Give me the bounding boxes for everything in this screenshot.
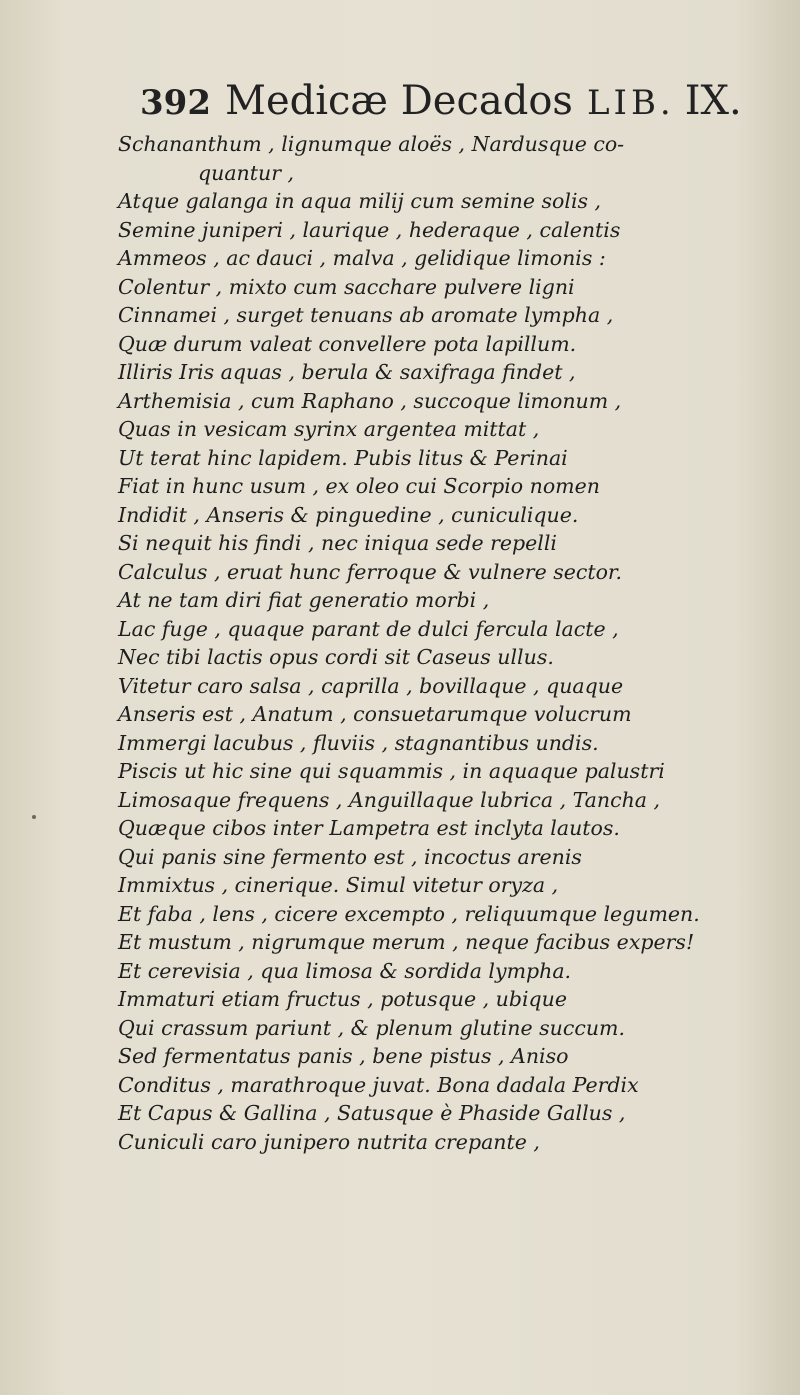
verse-line: Indidit , Anseris & pinguedine , cuniculique. bbox=[118, 502, 579, 527]
verse-line: Cinnamei , surget tenuans ab aromate lympha , bbox=[118, 303, 614, 327]
verse-line: At ne tam diri fiat generatio morbi , bbox=[118, 588, 490, 612]
verse-line: Nec tibi lactis opus cordi sit Caseus ullus. bbox=[118, 645, 554, 669]
verse-text bbox=[118, 130, 798, 1156]
verse-line: Ammeos , ac dauci , malva , gelidique limonis : bbox=[118, 246, 606, 270]
verse-line: Et faba , lens , cicere excempto , reliquumque legumen. bbox=[118, 901, 700, 926]
page-number: 392 bbox=[140, 83, 211, 123]
verse-line: Et cerevisia , qua limosa & sordida lympha. bbox=[118, 958, 572, 983]
verse-line: Schananthum , lignumque aloës , Nardusque co- bbox=[118, 132, 625, 156]
verse-line: Quæque cibos inter Lampetra est inclyta lautos. bbox=[118, 816, 620, 840]
verse-line: Semine juniperi , laurique , hederaque , calentis bbox=[118, 217, 621, 242]
verse-line: quantur , bbox=[198, 160, 295, 185]
verse-line: Vitetur caro salsa , caprilla , bovillaque , quaque bbox=[118, 673, 624, 698]
verse-line: Fiat in hunc usum , ex oleo cui Scorpio nomen bbox=[118, 474, 600, 498]
verse-line: Quæ durum valeat convellere pota lapillum. bbox=[118, 331, 577, 356]
verse-line: Illiris Iris aquas , berula & saxifraga findet , bbox=[118, 360, 576, 384]
verse-line: Si nequit his findi , nec iniqua sede repelli bbox=[118, 531, 557, 555]
verse-line: Colentur , mixto cum sacchare pulvere ligni bbox=[118, 274, 575, 299]
verse-line: Arthemisia , cum Raphano , succoque limonum , bbox=[118, 388, 622, 413]
verse-line: Quas in vesicam syrinx argentea mittat , bbox=[118, 417, 540, 441]
verse-line: Ut terat hinc lapidem. Pubis litus & Perinai bbox=[118, 445, 568, 470]
page-header bbox=[140, 78, 740, 130]
verse-line: Et mustum , nigrumque merum , neque facibus expers! bbox=[118, 930, 695, 954]
verse-line: Immergi lacubus , fluviis , stagnantibus undis. bbox=[118, 730, 599, 755]
running-title: Medicæ Decados bbox=[224, 78, 573, 124]
verse-line: Immixtus , cinerique. Simul vitetur oryza , bbox=[118, 873, 559, 897]
verse-line: Et Capus & Gallina , Satusque è Phaside Gallus , bbox=[118, 1101, 626, 1125]
verse-line: Qui panis sine fermento est , incoctus arenis bbox=[118, 844, 582, 869]
verse-line: Anseris est , Anatum , consuetarumque volucrum bbox=[118, 702, 632, 726]
book-number: IX. bbox=[684, 78, 742, 124]
verse-line: Conditus , marathroque juvat. Bona dadala Perdix bbox=[118, 1072, 639, 1097]
verse-line: Sed fermentatus panis , bene pistus , Aniso bbox=[118, 1044, 569, 1068]
verse-line: Atque galanga in aqua milij cum semine solis , bbox=[118, 189, 602, 213]
verse-line: Calculus , eruat hunc ferroque & vulnere sector. bbox=[118, 559, 622, 584]
ink-speck bbox=[32, 815, 36, 819]
verse-line: Limosaque frequens , Anguillaque lubrica , Tancha , bbox=[118, 787, 661, 812]
verse-line: Immaturi etiam fructus , potusque , ubique bbox=[118, 987, 567, 1011]
verse-line: Qui crassum pariunt , & plenum glutine succum. bbox=[118, 1015, 625, 1040]
verse-line: Cuniculi caro junipero nutrita crepante , bbox=[118, 1129, 540, 1154]
verse-line: Lac fuge , quaque parant de dulci fercula lacte , bbox=[118, 616, 619, 641]
verse-line: Piscis ut hic sine qui squammis , in aquaque palustri bbox=[118, 759, 665, 783]
book-label: LIB. bbox=[586, 83, 675, 123]
